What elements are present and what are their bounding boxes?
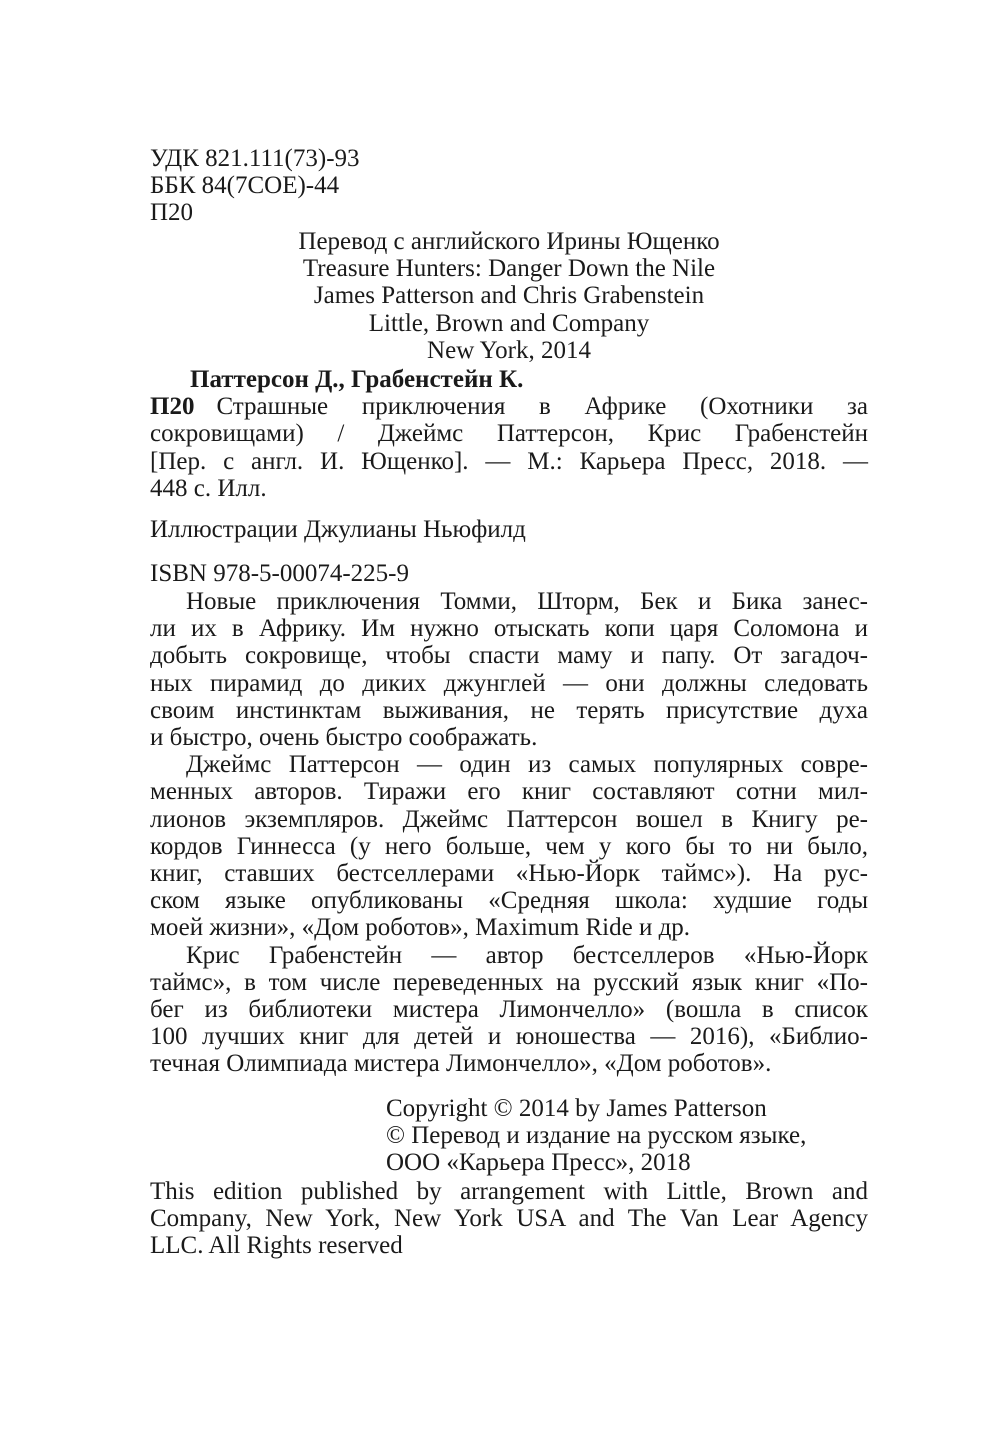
annotation-line: Крис Грабенстейн — автор бестселлеров «Нью-Йорк	[186, 941, 868, 969]
biblio-heading: Паттерсон Д., Грабенстейн К.	[190, 366, 524, 393]
author-mark: П20	[150, 199, 194, 227]
classification-codes	[150, 145, 868, 227]
bbk-code: ББК 84(7СОЕ)-44	[150, 172, 340, 200]
original-title: Treasure Hunters: Danger Down the Nile	[302, 255, 716, 283]
biblio-line: [Пер. с англ. И. Ющенко]. — М.: Карьера Пресс, 2018. —	[150, 447, 868, 475]
original-place-year: New York, 2014	[427, 336, 591, 364]
annotation-line: течная Олимпиада мистера Лимончелло», «Дом роботов».	[150, 1050, 772, 1078]
copyright-line: © Перевод и издание на русском языке,	[386, 1122, 807, 1150]
annotation-line: ском языке опубликованы «Средняя школа: худшие годы	[150, 887, 868, 915]
annotation	[150, 588, 868, 1078]
biblio-mark: П20	[150, 393, 195, 421]
annotation-line: Джеймс Паттерсон — один из самых популярных совре-	[186, 751, 868, 779]
annotation-line: 100 лучших книг для детей и юношества — 2016), «Библио-	[150, 1023, 868, 1051]
annotation-line: своим инстинктам выживания, не терять присутствие духа	[150, 696, 868, 724]
original-authors: James Patterson and Chris Grabenstein	[313, 282, 705, 310]
annotation-line: бег из библиотеки мистера Лимончелло» (вошла в список	[150, 996, 868, 1024]
annotation-line: ных пирамид до диких джунглей — они должны следовать	[150, 669, 868, 697]
annotation-line: лионов экземпляров. Джеймс Паттерсон вошел в Книгу ре-	[150, 805, 868, 833]
translator-credit: Перевод с английского Ирины Ющенко	[298, 228, 720, 255]
annotation-line: менных авторов. Тиражи его книг составляют сотни мил-	[150, 778, 868, 806]
original-publisher: Little, Brown and Company	[368, 309, 650, 337]
copyright-notice	[386, 1095, 866, 1177]
udk-code: УДК 821.111(73)-93	[150, 145, 360, 172]
edition-line: This edition published by arrangement with Little, Brown and	[150, 1178, 868, 1205]
annotation-line: добыть сокровище, чтобы спасти маму и папу. От загадоч-	[150, 642, 868, 670]
isbn: ISBN 978-5-00074-225-9	[150, 560, 410, 587]
edition-line: LLC. All Rights reserved	[150, 1232, 403, 1260]
annotation-line: кордов Гиннесса (у него больше, чем у кого бы то ни было,	[150, 832, 868, 860]
bibliographic-record	[150, 366, 868, 502]
annotation-line: ли их в Африку. Им нужно отыскать копи царя Соломона и	[150, 615, 868, 643]
edition-notice	[150, 1178, 868, 1260]
original-edition-info	[150, 228, 868, 364]
annotation-line: моей жизни», «Дом роботов», Maximum Ride и др.	[150, 914, 691, 942]
biblio-line: П20 Страшные приключения в Африке (Охотники за	[150, 393, 868, 421]
annotation-line: таймс», в том числе переведенных на русский язык книг «По-	[150, 968, 868, 996]
copyright-line: ООО «Карьера Пресс», 2018	[386, 1149, 691, 1177]
biblio-line: 448 с. Илл.	[150, 474, 267, 502]
edition-line: Company, New York, New York USA and The Van Lear Agency	[150, 1205, 868, 1233]
annotation-line: Новые приключения Томми, Шторм, Бек и Бика занес-	[186, 588, 868, 615]
annotation-line: и быстро, очень быстро соображать.	[150, 724, 538, 752]
annotation-line: книг, ставших бестселлерами «Нью-Йорк таймс»). На рус-	[150, 860, 868, 888]
biblio-line: сокровищами) / Джеймс Паттерсон, Крис Грабенстейн	[150, 420, 868, 448]
illustrations-credit: Иллюстрации Джулианы Ньюфилд	[150, 516, 526, 543]
copyright-line: Copyright © 2014 by James Patterson	[386, 1095, 767, 1122]
